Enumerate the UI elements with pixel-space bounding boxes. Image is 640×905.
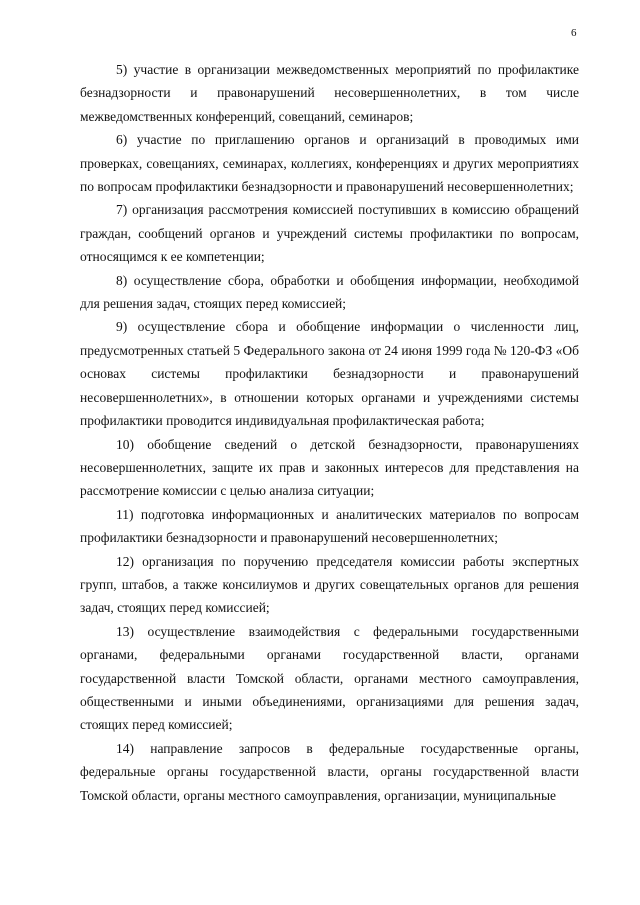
list-item-5: 5) участие в организации межведомственных мероприятий по профилактике безнадзорности и правонарушений несовершеннолетних, в том числе межведомственных конференций, совещаний, семинаров; <box>80 62 579 124</box>
list-item-8: 8) осуществление сбора, обработки и обобщения информации, необходимой для решения задач, стоящих перед комиссией; <box>80 272 579 312</box>
list-item-6: 6) участие по приглашению органов и организаций в проводимых ими проверках, совещаниях, семинарах, коллегиях, конференциях и других мероприятиях по вопросам профилактики безнадзорности и правонарушений несовершеннолетних; <box>80 132 579 195</box>
list-item-11: 11) подготовка информационных и аналитических материалов по вопросам профилактики безнадзорности и правонарушений несовершеннолетних; <box>80 506 579 546</box>
list-item-14: 14) направление запросов в федеральные государственные органы, федеральные органы государственной власти, органы государственной власти Томской области, органы местного самоуправления, организации, муниципальные <box>80 740 579 803</box>
document-body <box>80 58 579 807</box>
list-item-13: 13) осуществление взаимодействия с федеральными государственными органами, федеральными органами государственной власти, органами государственной власти Томской области, органами местного самоуправления, общественными и иными объединениями, организациями для решения задач, стоящих перед комиссией; <box>80 623 579 733</box>
list-item-12: 12) организация по поручению председателя комиссии работы экспертных групп, штабов, а также консилиумов и других совещательных органов для решения задач, стоящих перед комиссией; <box>80 553 579 616</box>
list-item-9: 9) осуществление сбора и обобщение информации о численности лиц, предусмотренных статьей 5 Федерального закона от 24 июня 1999 года № 120-ФЗ «Об основах системы профилактики безнадзорности и правонарушений несовершеннолетних», в отношении которых органами и учреждениями системы профилактики проводится индивидуальная профилактическая работа; <box>80 319 579 429</box>
list-item-10: 10) обобщение сведений о детской безнадзорности, правонарушениях несовершеннолетних, защите их прав и законных интересов для представления на рассмотрение комиссии с целью анализа ситуации; <box>80 436 579 499</box>
page-number: 6 <box>571 27 577 39</box>
list-item-7: 7) организация рассмотрения комиссией поступивших в комиссию обращений граждан, сообщений органов и учреждений системы профилактики по вопросам, относящимся к ее компетенции; <box>80 202 579 265</box>
